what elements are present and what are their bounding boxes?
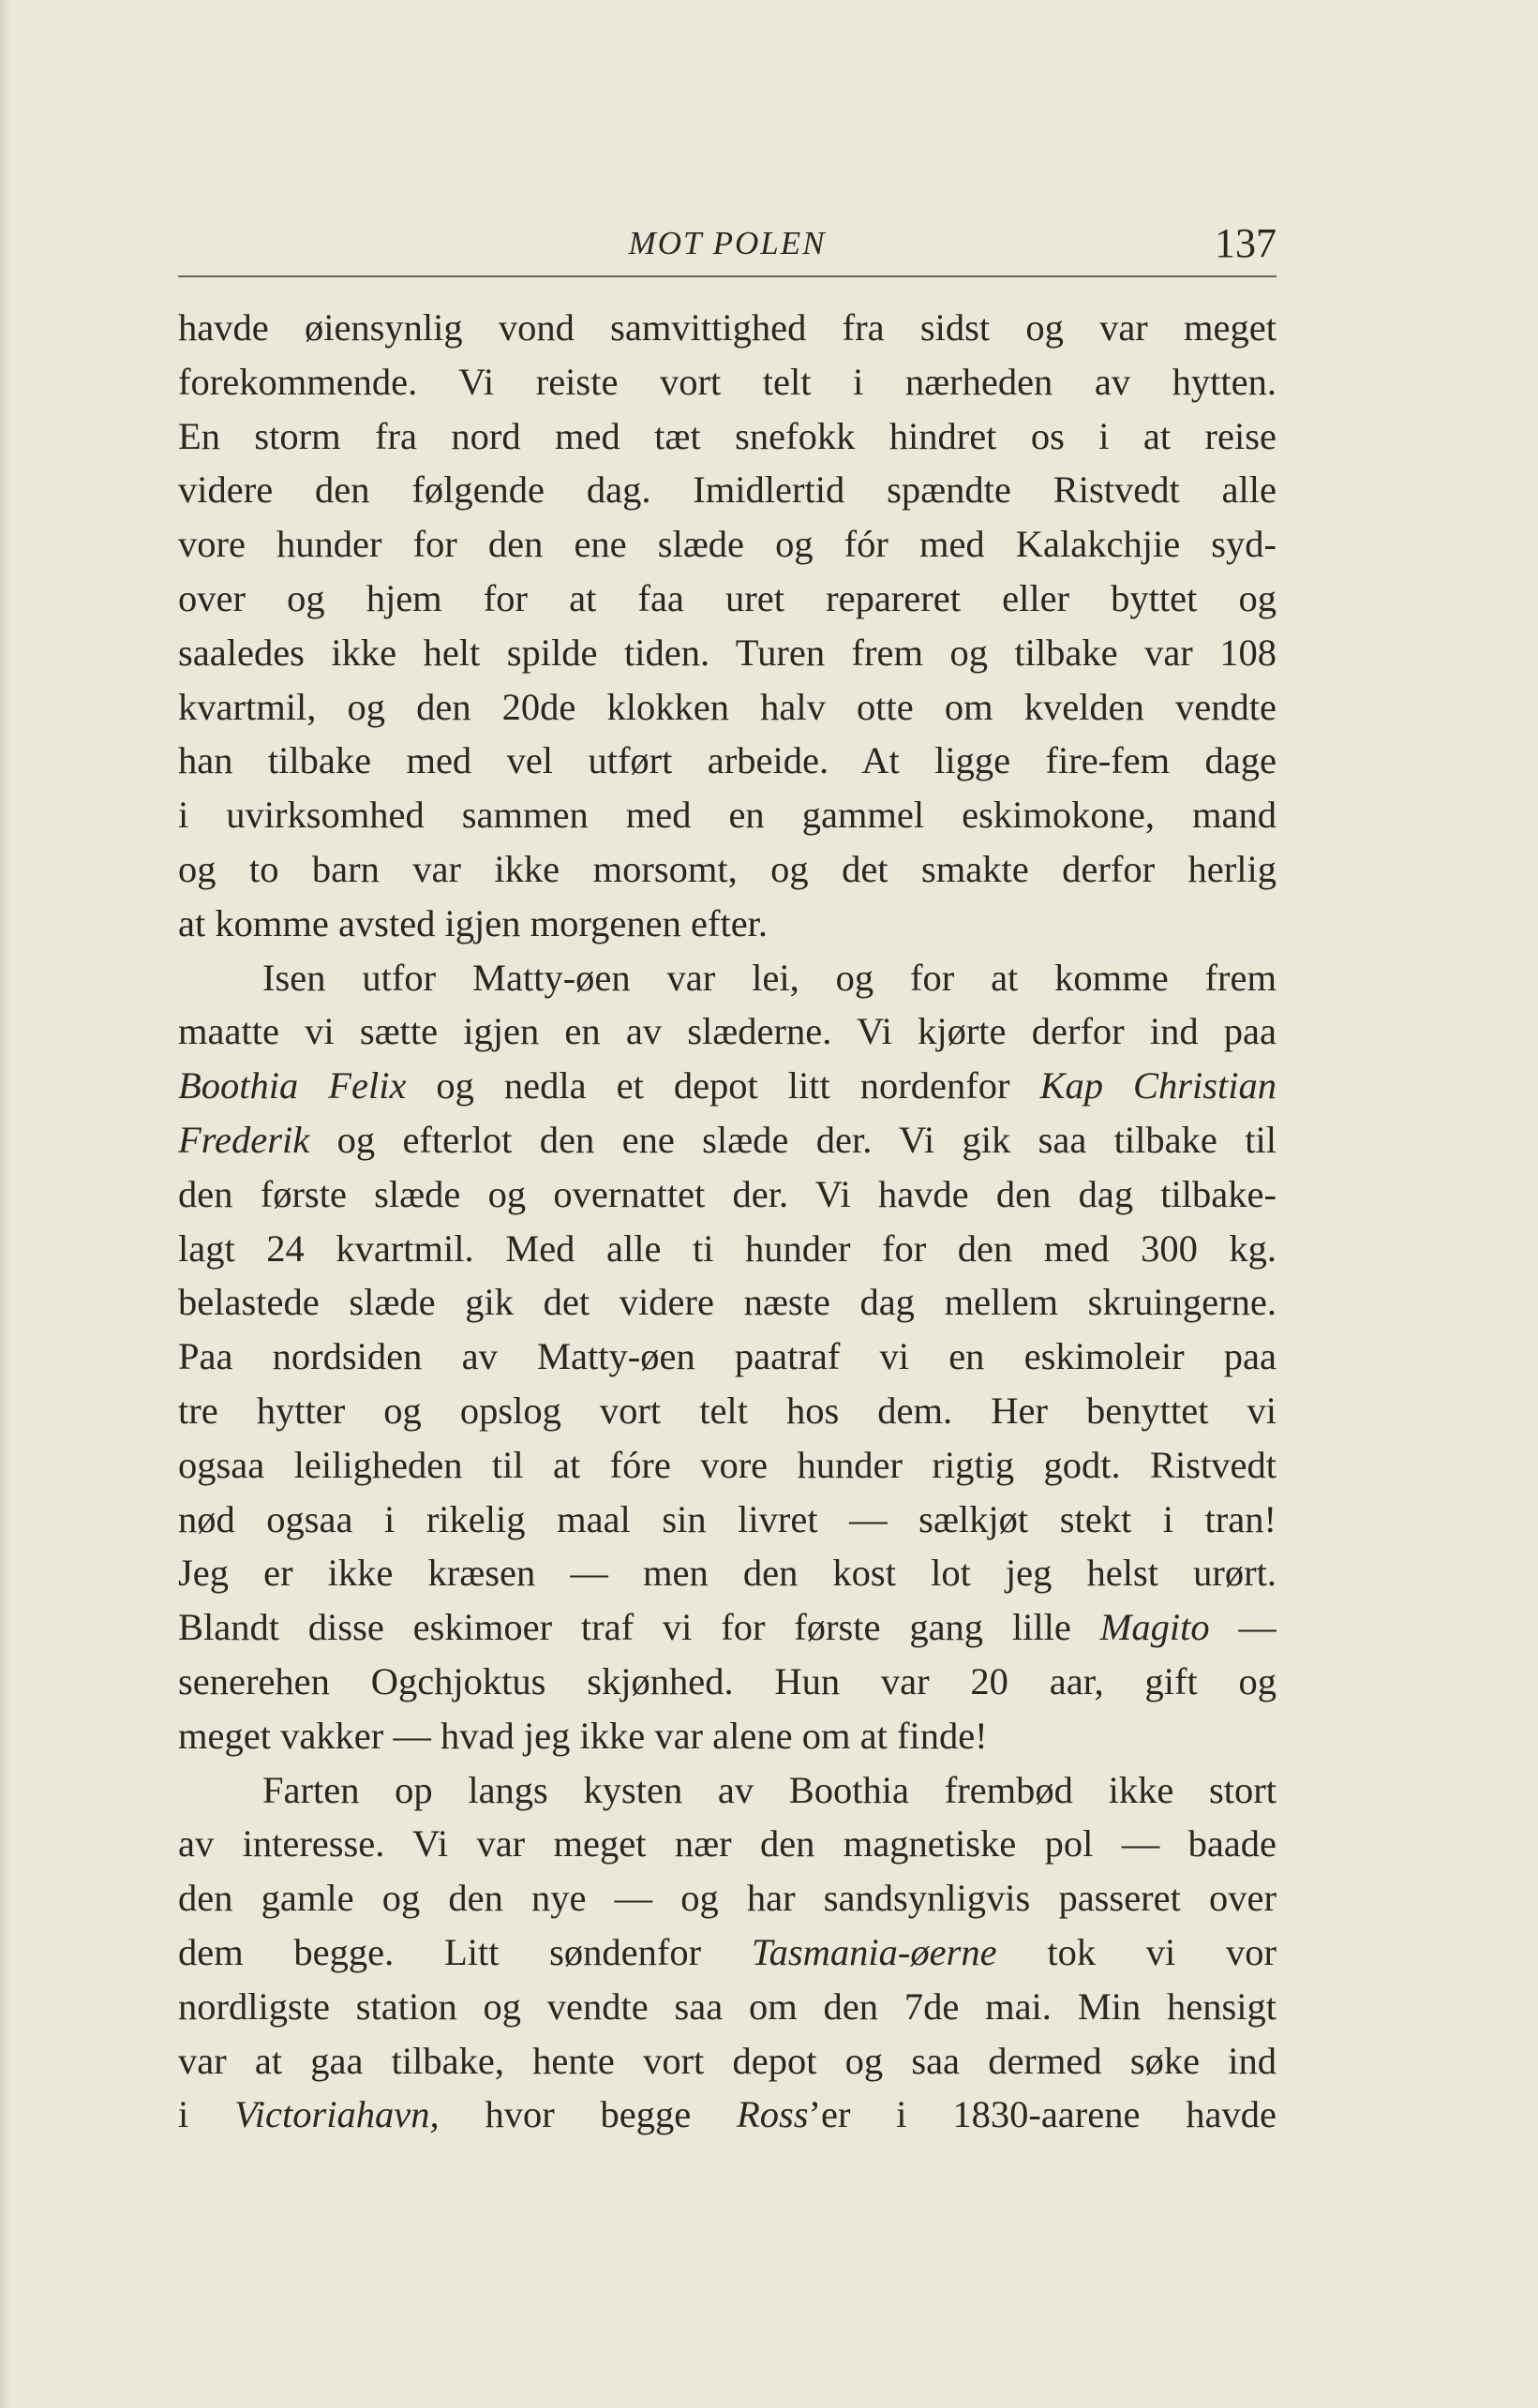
text-line bbox=[178, 1275, 1277, 1330]
text-line bbox=[178, 1222, 1277, 1276]
text-segment: dem begge. Litt søndenfor bbox=[178, 1930, 752, 1973]
body-text bbox=[178, 301, 1277, 2142]
text-segment: saaledes ikke helt spilde tiden. Turen frem og tilbake var 108 bbox=[178, 631, 1277, 674]
text-line bbox=[178, 1004, 1277, 1059]
text-line bbox=[178, 1600, 1277, 1655]
page-number: 137 bbox=[1215, 220, 1277, 266]
text-line bbox=[178, 1167, 1277, 1222]
text-line bbox=[178, 301, 1277, 355]
text-line bbox=[178, 626, 1277, 680]
text-segment: og nedla et depot litt nordenfor bbox=[406, 1064, 1040, 1107]
text-segment: at komme avsted igjen morgenen efter. bbox=[178, 901, 769, 944]
text-line bbox=[178, 1546, 1277, 1600]
text-segment: nød ogsaa i rikelig maal sin livret — sælkjøt stekt i tran! bbox=[178, 1497, 1277, 1540]
text-line bbox=[178, 788, 1277, 842]
running-title: MOT POLEN bbox=[628, 225, 827, 261]
text-line bbox=[178, 1384, 1277, 1438]
text-segment: Jeg er ikke kræsen — men den kost lot jeg helst urørt. bbox=[178, 1552, 1277, 1595]
text-line bbox=[178, 355, 1277, 409]
text-segment: nordligste station og vendte saa om den 7de mai. Min hensigt bbox=[178, 1984, 1277, 2028]
text-line bbox=[178, 1438, 1277, 1493]
text-line bbox=[178, 517, 1277, 572]
text-segment: kvartmil, og den 20de klokken halv otte om kvelden vendte bbox=[178, 685, 1277, 728]
italic-text: Tasmania-øerne bbox=[751, 1930, 997, 1973]
text-line bbox=[178, 1980, 1277, 2034]
italic-text: Kap Christian bbox=[1039, 1064, 1277, 1107]
text-segment: belastede slæde gik det videre næste dag mellem skruingerne. bbox=[178, 1281, 1277, 1324]
text-segment: den første slæde og overnattet der. Vi havde den dag tilbake- bbox=[178, 1172, 1277, 1215]
text-segment: han tilbake med vel utført arbeide. At ligge fire-fem dage bbox=[178, 739, 1277, 782]
running-header bbox=[178, 217, 1277, 277]
text-line bbox=[178, 572, 1277, 626]
text-segment: den gamle og den nye — og har sandsynligvis passeret over bbox=[178, 1877, 1277, 1920]
text-line bbox=[178, 1817, 1277, 1871]
italic-text: Magito bbox=[1099, 1606, 1210, 1649]
text-segment: tre hytter og opslog vort telt hos dem. Her benyttet vi bbox=[178, 1389, 1277, 1432]
italic-text: Victoriahavn, bbox=[234, 2093, 440, 2136]
text-line bbox=[178, 1493, 1277, 1547]
text-segment: i bbox=[178, 2093, 235, 2136]
text-segment: forekommende. Vi reiste vort telt i nærheden av hytten. bbox=[178, 360, 1277, 403]
text-line bbox=[178, 897, 1277, 951]
text-line bbox=[178, 680, 1277, 735]
text-segment: hvor begge bbox=[439, 2093, 738, 2136]
italic-text: Ross bbox=[737, 2093, 809, 2136]
text-line bbox=[178, 842, 1277, 897]
text-line bbox=[178, 1709, 1277, 1763]
text-segment: ogsaa leiligheden til at fóre vore hunder rigtig godt. Ristvedt bbox=[178, 1443, 1277, 1486]
text-segment: lagt 24 kvartmil. Med alle ti hunder for den med 300 kg. bbox=[178, 1226, 1277, 1270]
text-line bbox=[178, 2034, 1277, 2088]
text-segment: — bbox=[1209, 1606, 1277, 1649]
text-segment: i uvirksomhed sammen med en gammel eskimokone, mand bbox=[178, 794, 1277, 837]
italic-text: Frederik bbox=[178, 1118, 310, 1161]
text-segment: Farten op langs kysten av Boothia frembød ikke stort bbox=[262, 1768, 1277, 1811]
text-segment: over og hjem for at faa uret repareret eller byttet og bbox=[178, 576, 1277, 619]
text-line bbox=[178, 2088, 1277, 2142]
text-line bbox=[178, 409, 1277, 464]
text-line bbox=[178, 1330, 1277, 1384]
text-segment: Blandt disse eskimoer traf vi for første gang lille bbox=[178, 1606, 1100, 1649]
text-segment: og to barn var ikke morsomt, og det smakte derfor herlig bbox=[178, 847, 1277, 890]
text-segment: Isen utfor Matty-øen var lei, og for at komme frem bbox=[262, 956, 1277, 999]
text-line bbox=[178, 1871, 1277, 1925]
text-segment: meget vakker — hvad jeg ikke var alene om at finde! bbox=[178, 1714, 988, 1757]
text-segment: og efterlot den ene slæde der. Vi gik saa tilbake til bbox=[309, 1118, 1277, 1161]
text-line bbox=[178, 1925, 1277, 1980]
text-line bbox=[178, 1655, 1277, 1709]
text-segment: Paa nordsiden av Matty-øen paatraf vi en eskimoleir paa bbox=[178, 1335, 1277, 1378]
text-segment: vore hunder for den ene slæde og fór med Kalakchjie syd- bbox=[178, 523, 1277, 566]
text-line bbox=[178, 463, 1277, 517]
text-segment: havde øiensynlig vond samvittighed fra sidst og var meget bbox=[178, 306, 1277, 349]
text-line bbox=[178, 1059, 1277, 1113]
text-line bbox=[178, 1763, 1277, 1818]
text-line bbox=[178, 951, 1277, 1005]
text-line bbox=[178, 1113, 1277, 1167]
text-segment: videre den følgende dag. Imidlertid spændte Ristvedt alle bbox=[178, 468, 1277, 512]
text-segment: av interesse. Vi var meget nær den magnetiske pol — baade bbox=[178, 1822, 1277, 1865]
page-edge bbox=[0, 0, 11, 2408]
text-segment: tok vi vor bbox=[996, 1930, 1277, 1973]
text-segment: senerehen Ogchjoktus skjønhed. Hun var 20 aar, gift og bbox=[178, 1659, 1277, 1702]
italic-text: Boothia Felix bbox=[178, 1064, 407, 1107]
text-segment: En storm fra nord med tæt snefokk hindret os i at reise bbox=[178, 414, 1277, 457]
text-segment: maatte vi sætte igjen en av slæderne. Vi kjørte derfor ind paa bbox=[178, 1010, 1277, 1053]
text-segment: var at gaa tilbake, hente vort depot og saa dermed søke ind bbox=[178, 2039, 1277, 2082]
text-segment: ’er i 1830-aarene havde bbox=[808, 2093, 1277, 2136]
text-line bbox=[178, 734, 1277, 788]
